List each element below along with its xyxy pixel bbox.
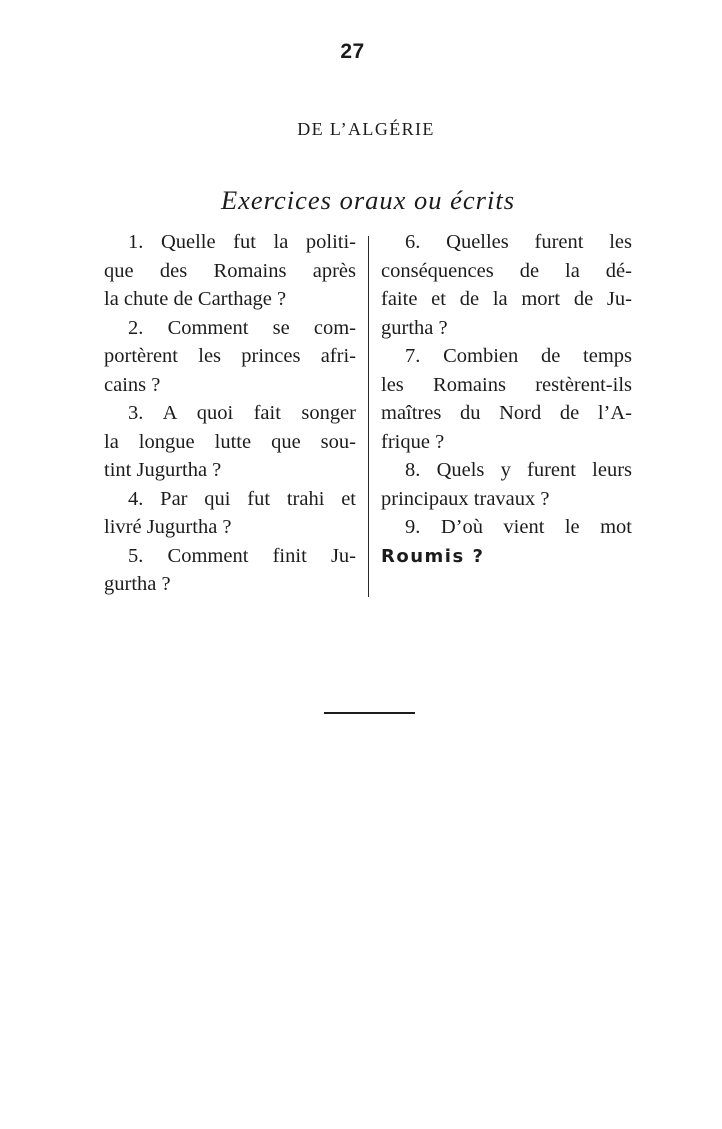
question-4 <box>104 485 356 542</box>
question-2-line-2: portèrent les princes afri- <box>104 345 356 367</box>
question-6-line-4: gurtha ? <box>381 316 448 339</box>
section-heading: Exercices oraux ou écrits <box>220 185 516 215</box>
question-6-line-3: faite et de la mort de Ju- <box>381 288 632 310</box>
end-rule <box>324 712 415 714</box>
column-divider <box>368 236 369 597</box>
question-7-line-2: les Romains restèrent-ils <box>381 373 632 396</box>
question-8 <box>381 456 632 513</box>
question-7 <box>381 342 632 456</box>
question-1 <box>104 228 356 314</box>
page-number: 27 <box>340 40 365 63</box>
question-4-line-1: 4. Par qui fut trahi et <box>128 487 356 510</box>
left-column <box>104 228 356 599</box>
question-4-line-2: livré Jugurtha ? <box>104 516 232 538</box>
right-column <box>381 228 632 570</box>
question-9 <box>381 513 632 570</box>
question-9-line-2 <box>381 542 632 571</box>
question-5-line-1: 5. Comment finit Ju- <box>128 544 356 567</box>
question-2-line-1: 2. Comment se com- <box>128 316 356 339</box>
question-8-line-2: principaux travaux ? <box>381 487 550 510</box>
question-3-line-1: 3. A quoi fait songer <box>128 402 356 424</box>
question-1-line-1: 1. Quelle fut la politi- <box>128 231 356 253</box>
question-1-line-2: que des Romains après <box>104 259 356 282</box>
question-6-line-2: conséquences de la dé- <box>381 259 632 282</box>
question-1-line-3: la chute de Carthage ? <box>104 288 287 310</box>
question-3-line-2: la longue lutte que sou- <box>104 430 356 453</box>
roumis-keyword: Roumis ? <box>381 545 485 567</box>
question-2 <box>104 314 356 400</box>
question-5 <box>104 542 356 599</box>
question-9-line-1: 9. D’où vient le mot <box>405 516 632 538</box>
question-2-line-3: cains ? <box>104 373 161 396</box>
question-6 <box>381 228 632 342</box>
question-7-line-4: frique ? <box>381 430 445 453</box>
question-3-line-3: tint Jugurtha ? <box>104 459 222 481</box>
question-6-line-1: 6. Quelles furent les <box>405 231 632 253</box>
question-5-line-2: gurtha ? <box>104 573 171 595</box>
question-7-line-1: 7. Combien de temps <box>405 345 632 367</box>
question-8-line-1: 8. Quels y furent leurs <box>405 459 632 481</box>
question-7-line-3: maîtres du Nord de l’A- <box>381 402 632 424</box>
question-3 <box>104 399 356 485</box>
running-title: DE L’ALGÉRIE <box>297 119 435 139</box>
